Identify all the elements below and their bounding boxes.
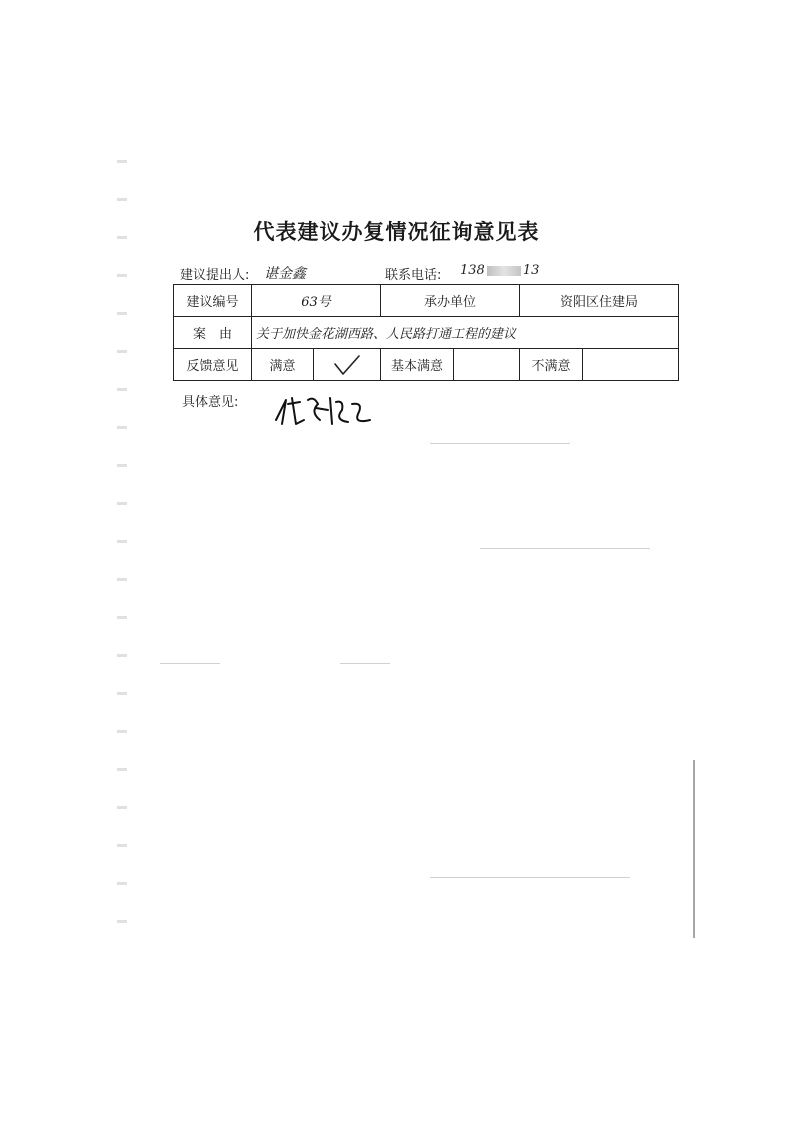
page-title: 代表建议办复情况征询意见表	[253, 219, 540, 244]
phone-label: 联系电话:	[385, 268, 442, 283]
scan-edge-right	[693, 760, 695, 938]
handwritten-signature-icon	[270, 390, 380, 432]
scan-noise	[430, 877, 630, 878]
scan-noise	[430, 443, 570, 444]
table-row	[174, 317, 679, 349]
checkmark-icon	[332, 353, 362, 377]
satisfied-check-cell	[314, 349, 381, 381]
scan-noise	[160, 663, 220, 664]
suggestion-number-value: 63号	[252, 285, 381, 317]
handling-unit-label: 承办单位	[381, 285, 520, 317]
phone-prefix: 138	[460, 263, 485, 278]
suggestion-number-label: 建议编号	[174, 285, 252, 317]
dissatisfied-check-cell	[583, 349, 679, 381]
opinion-form-table	[173, 284, 679, 381]
satisfied-label: 满意	[252, 349, 314, 381]
feedback-label: 反馈意见	[174, 349, 252, 381]
phone-value	[460, 263, 539, 278]
case-label: 案 由	[174, 317, 252, 349]
handling-unit-value: 资阳区住建局	[520, 285, 679, 317]
phone-suffix: 13	[522, 263, 540, 278]
dissatisfied-label: 不满意	[520, 349, 583, 381]
signature	[270, 390, 380, 436]
scan-noise	[340, 663, 390, 664]
table-row	[174, 285, 679, 317]
scan-edge-left	[117, 150, 127, 940]
case-value: 关于加快金花湖西路、人民路打通工程的建议	[252, 317, 679, 349]
basically-satisfied-label: 基本满意	[381, 349, 454, 381]
scan-noise	[480, 548, 650, 549]
basically-satisfied-check-cell	[454, 349, 520, 381]
specific-opinion-label: 具体意见:	[182, 395, 239, 410]
phone-redaction	[487, 266, 521, 276]
table-row	[174, 349, 679, 381]
proposer-value: 谌金鑫	[264, 266, 306, 282]
proposer-label: 建议提出人:	[180, 268, 250, 283]
